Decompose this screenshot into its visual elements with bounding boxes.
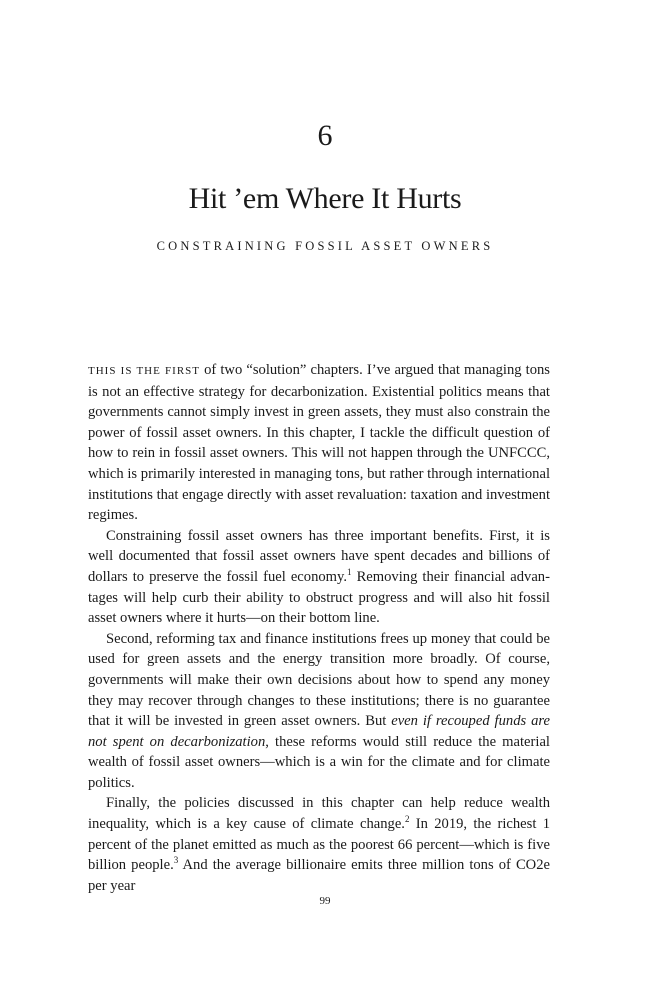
chapter-title: Hit ’em Where It Hurts: [188, 182, 462, 215]
page-number: 99: [319, 895, 331, 907]
paragraph-2-text-a: Constraining fossil asset owners has three important benefits. First, it is well documented that fossil asset owners have spent decades and billions of dollars to preserve the fossil fuel economy.: [88, 527, 550, 585]
chapter-subtitle: CONSTRAINING FOSSIL ASSET OWNERS: [156, 239, 494, 253]
paragraph-1: [88, 360, 550, 526]
paragraph-4-text-c: And the average billionaire emits three million tons of CO2e per year: [88, 857, 551, 894]
lead-in-smallcaps: THIS IS THE FIRST: [88, 365, 200, 377]
paragraph-4: [88, 793, 550, 896]
footnote-ref-3[interactable]: 3: [173, 855, 179, 866]
paragraph-4-text-b: In 2019, the richest 1 percent of the planet emitted as much as the poorest 66 percent—which is five billion people.: [88, 816, 551, 874]
body-text: [88, 360, 550, 896]
paragraph-3: [88, 629, 550, 794]
footnote-ref-1[interactable]: 1: [347, 567, 352, 578]
paragraph-2-text-b: Removing their financial advantages will help curb their ability to obstruct progress and will also hit fossil asset owners where it hurts—on their bottom line.: [88, 568, 550, 627]
paragraph-1-text: of two “solution” chapters. I’ve argued that managing tons is not an effective strategy for decarbonization. Existential politics means that governments cannot simply invest in green assets, they must also constrain the power of fossil asset owners. In this chapter, I tackle the difficult question of how to rein in fossil asset owners. This will not happen through the UNFCCC, which is primarily interested in managing tons, but rather through international institutions that engage directly with asset revaluation: taxation and investment regimes.: [88, 362, 550, 524]
chapter-number: 6: [317, 119, 333, 152]
paragraph-3-text-a: Second, reforming tax and finance institutions frees up money that could be used for green assets and the energy transition more broadly. Of course, governments will make their own decisions about how to spend any money they may recover through changes to these institutions; there is no guarantee that it will be invested in green asset owners. But: [88, 630, 550, 730]
paragraph-4-text-a: Finally, the policies discussed in this chapter can help reduce wealth inequality, which is a key cause of climate change.: [88, 795, 550, 833]
paragraph-3-text-b: , these reforms would still reduce the material wealth of fossil asset owners—which is a win for the climate and for climate politics.: [88, 733, 550, 791]
paragraph-2: [88, 526, 550, 629]
paragraph-3-emphasis: even if recouped funds are not spent on decarbonization: [88, 713, 550, 750]
footnote-ref-2[interactable]: 2: [404, 814, 410, 825]
